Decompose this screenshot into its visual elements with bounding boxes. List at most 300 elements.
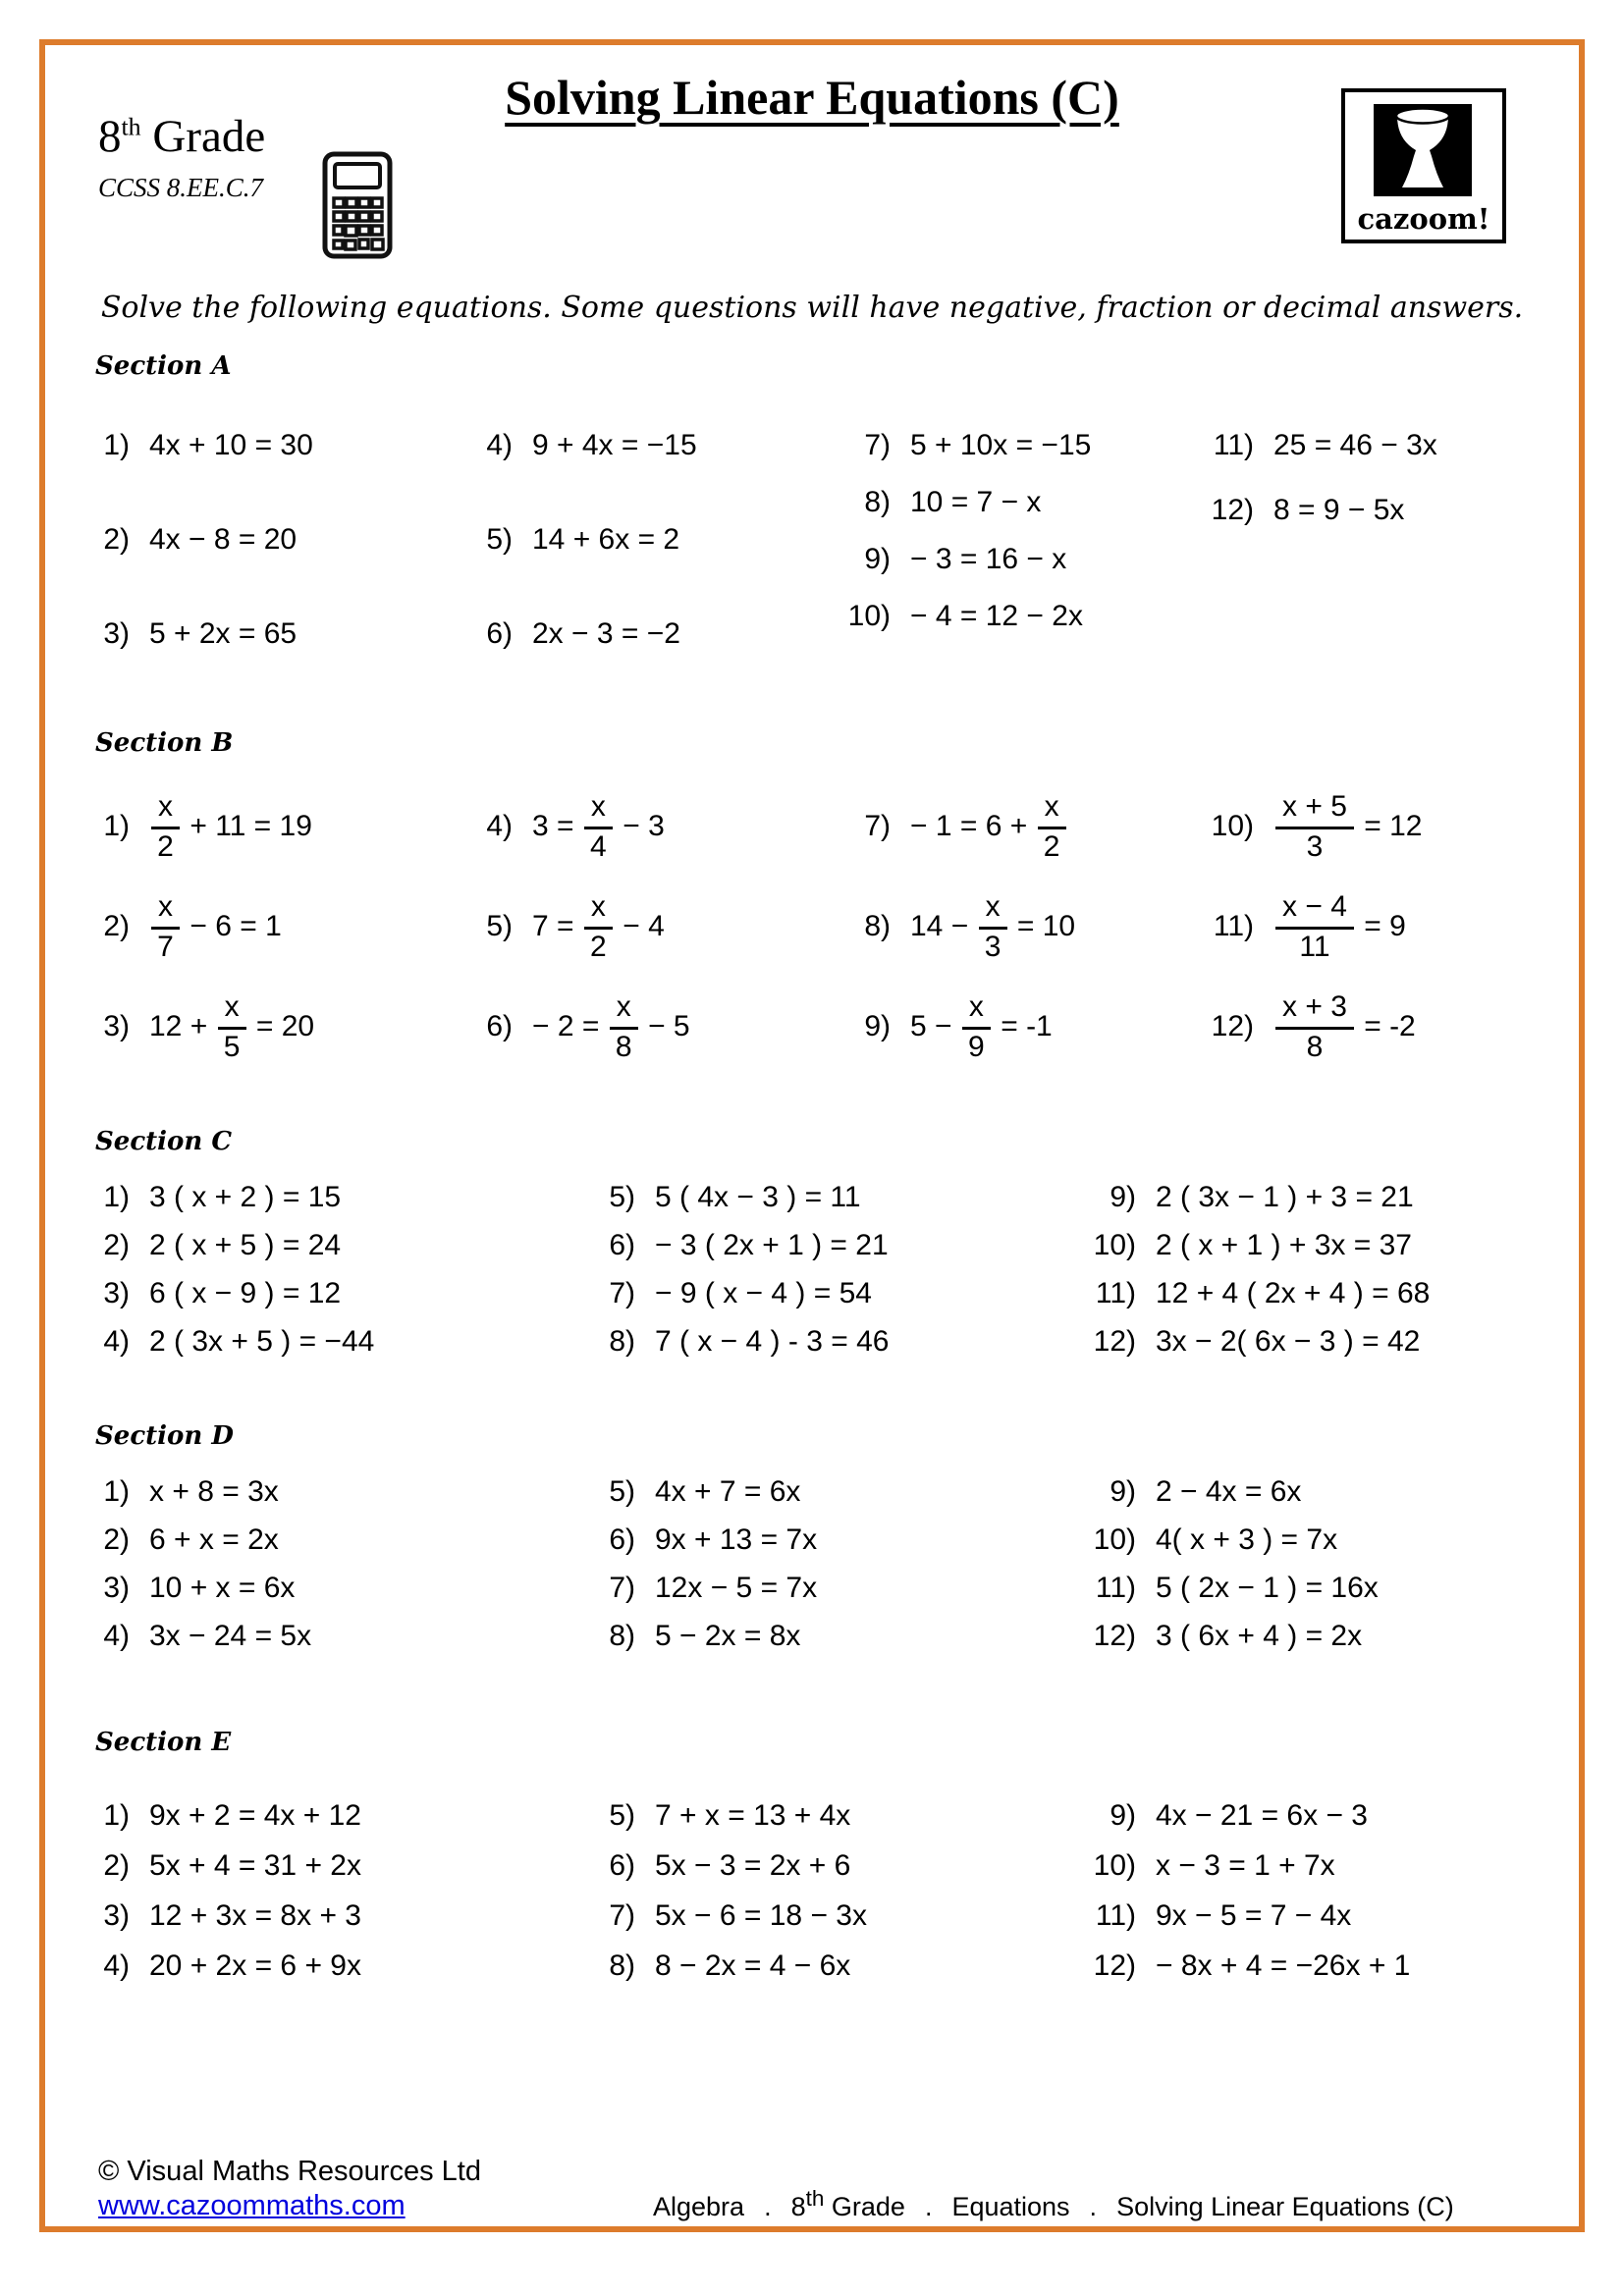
equation (149, 989, 314, 1064)
text-run: 5 ( 4x − 3 ) = 11 (655, 1181, 861, 1213)
copyright-text: © Visual Maths Resources Ltd (98, 2156, 481, 2187)
text-run: 2 ( 3x − 1 ) + 3 = 21 (1156, 1181, 1414, 1213)
text-run: 25 = 46 − 3x (1273, 429, 1437, 461)
problem-number: 2) (103, 910, 130, 942)
problem-number: 10) (1093, 1229, 1136, 1261)
fraction-denominator: 2 (590, 930, 607, 963)
problem-number: 10) (1093, 1849, 1136, 1882)
fraction-denominator: 2 (157, 829, 174, 863)
ccss-standard: CCSS 8.EE.C.7 (98, 173, 264, 202)
text-run: 7 ( x − 4 ) - 3 = 46 (655, 1325, 890, 1358)
problem-number: 11) (1213, 910, 1254, 942)
problem-item (69, 881, 282, 972)
problem-number: 4) (103, 1949, 130, 1982)
problem-item (1075, 1472, 1301, 1512)
equation (532, 989, 690, 1064)
problem-item (69, 1178, 341, 1217)
problem-column (1193, 781, 1422, 1072)
problem-item (574, 1472, 800, 1512)
problem-number: 4) (103, 1325, 130, 1358)
problem-item (452, 520, 679, 560)
fraction-numerator: x − 4 (1275, 889, 1354, 930)
equation (655, 1947, 850, 1986)
equation (1156, 1947, 1410, 1986)
text-run: 2 ( x + 5 ) = 24 (149, 1229, 342, 1261)
problem-item (1193, 881, 1406, 972)
instruction-text: Solve the following equations. Some questions will have negative, fraction or decimal answers. (100, 291, 1524, 325)
problem-item (69, 1322, 374, 1362)
fraction-denominator: 8 (615, 1030, 632, 1063)
equation (1156, 1569, 1379, 1608)
problem-number: 2) (103, 1849, 130, 1882)
problem-item (452, 426, 697, 465)
equation (149, 889, 282, 964)
problem-number: 6) (486, 1010, 513, 1042)
problem-number: 12) (1211, 494, 1254, 526)
equation (532, 889, 665, 964)
breadcrumb-separator: . (924, 2192, 933, 2221)
fraction-numerator: x (151, 889, 180, 930)
problem-number: 8) (864, 486, 891, 518)
problem-item (1193, 426, 1437, 465)
text-run: − 3 ( 2x + 1 ) = 21 (655, 1229, 889, 1261)
equation (1273, 889, 1406, 964)
problem-number: 6) (609, 1523, 635, 1556)
problem-item (574, 1178, 861, 1217)
text-run: Solving Linear Equations (C) (1116, 2192, 1454, 2221)
equation (1156, 1617, 1362, 1656)
problem-column (1075, 1178, 1430, 1362)
equation (532, 520, 679, 560)
fraction-denominator: 5 (223, 1030, 241, 1063)
text-run: = 10 (1008, 910, 1076, 942)
problem-number: 11) (1095, 1899, 1136, 1932)
text-run: 7 + x = 13 + 4x (655, 1799, 851, 1832)
text-run: 10 = 7 − x (910, 486, 1042, 518)
problem-column (574, 1796, 867, 1986)
equation (532, 614, 680, 654)
fraction (979, 889, 1007, 964)
problem-number: 7) (609, 1277, 635, 1309)
equation (149, 789, 312, 864)
problem-item (1193, 982, 1416, 1072)
problem-item (574, 1521, 817, 1560)
problem-item (69, 1521, 279, 1560)
text-run: 9x + 13 = 7x (655, 1523, 818, 1556)
problem-number: 5) (609, 1475, 635, 1508)
text-run: − 9 ( x − 4 ) = 54 (655, 1277, 872, 1309)
fraction-numerator: x (979, 889, 1007, 930)
problem-column (452, 781, 690, 1072)
text-run: Grade (140, 111, 266, 162)
breadcrumb-item (653, 2192, 744, 2222)
problem-number: 3) (103, 1899, 130, 1932)
problem-number: 4) (486, 810, 513, 842)
problem-item (1193, 491, 1404, 530)
section-label: Section B (95, 728, 234, 758)
problem-number: 5) (486, 910, 513, 942)
text-run: − 3 (614, 810, 665, 842)
problem-number: 2) (103, 1229, 130, 1261)
equation (655, 1178, 861, 1217)
equation (149, 426, 313, 465)
text-run: 3x − 24 = 5x (149, 1620, 312, 1652)
problem-number: 12) (1093, 1325, 1136, 1358)
problem-item (574, 1617, 800, 1656)
problem-item (574, 1226, 889, 1265)
drum-logo-icon (1374, 104, 1472, 196)
calculator-icon (320, 149, 395, 266)
problem-item (69, 1226, 341, 1265)
equation (149, 1617, 311, 1656)
problem-item (1075, 1947, 1410, 1986)
cazoom-logo (1341, 88, 1506, 243)
equation (149, 1796, 361, 1836)
text-run: 5x − 6 = 18 − 3x (655, 1899, 867, 1932)
text-run: − 3 = 16 − x (910, 543, 1067, 575)
fraction (584, 889, 613, 964)
text-run: 9x + 2 = 4x + 12 (149, 1799, 361, 1832)
problem-item (574, 1322, 889, 1362)
text-run: 3 = (532, 810, 582, 842)
problem-item (1075, 1896, 1351, 1936)
equation (910, 789, 1068, 864)
text-run: + 11 = 19 (182, 810, 312, 842)
fraction-denominator: 8 (1306, 1030, 1324, 1063)
equation (1156, 1846, 1335, 1886)
text-run: 6 ( x − 9 ) = 12 (149, 1277, 342, 1309)
problem-item (574, 1846, 850, 1886)
text-run: 5 + 2x = 65 (149, 617, 298, 650)
equation (910, 597, 1083, 636)
problem-number: 5) (609, 1799, 635, 1832)
equation (1156, 1322, 1420, 1362)
text-run: 14 + 6x = 2 (532, 523, 680, 556)
problem-item (69, 982, 314, 1072)
equation (910, 483, 1041, 522)
problem-number: 7) (864, 810, 891, 842)
fraction (151, 789, 180, 864)
equation (1156, 1226, 1412, 1265)
equation (149, 1896, 361, 1936)
fraction-denominator: 4 (590, 829, 607, 863)
equation (532, 426, 697, 465)
problem-number: 3) (103, 1572, 130, 1604)
text-run: 8 − 2x = 4 − 6x (655, 1949, 851, 1982)
text-run: 9x − 5 = 7 − 4x (1156, 1899, 1352, 1932)
equation (1156, 1521, 1337, 1560)
fraction-denominator: 3 (1306, 829, 1324, 863)
fraction-numerator: x (584, 789, 613, 829)
fraction-numerator: x (610, 989, 638, 1030)
problem-item (574, 1274, 872, 1313)
equation (655, 1569, 817, 1608)
problem-column (452, 426, 697, 654)
problem-number: 12) (1093, 1620, 1136, 1652)
text-run: 5 + 10x = −15 (910, 429, 1092, 461)
text-run: 8 (790, 2192, 806, 2221)
equation (655, 1274, 872, 1313)
problem-item (1075, 1274, 1430, 1313)
problem-number: 1) (103, 1475, 130, 1508)
problem-number: 6) (609, 1229, 635, 1261)
text-run: 12x − 5 = 7x (655, 1572, 818, 1604)
superscript: th (805, 2186, 825, 2211)
equation (1156, 1274, 1430, 1313)
equation (655, 1226, 889, 1265)
problem-item (1075, 1521, 1337, 1560)
problem-column (830, 781, 1075, 1072)
problem-item (452, 781, 665, 872)
equation (149, 1947, 361, 1986)
problem-number: 6) (609, 1849, 635, 1882)
problem-item (574, 1796, 850, 1836)
problem-number: 7) (864, 429, 891, 461)
problem-item (69, 1617, 311, 1656)
problem-item (69, 1896, 361, 1936)
fraction-denominator: 9 (968, 1030, 985, 1063)
text-run: 2 ( x + 1 ) + 3x = 37 (1156, 1229, 1412, 1261)
fraction (218, 989, 246, 1064)
equation (149, 1322, 374, 1362)
problem-number: 3) (103, 1010, 130, 1042)
breadcrumb-item (790, 2186, 905, 2222)
text-run: 4x − 21 = 6x − 3 (1156, 1799, 1368, 1832)
equation (1156, 1472, 1301, 1512)
equation (1273, 989, 1416, 1064)
equation (149, 520, 297, 560)
section-label: Section A (95, 351, 232, 381)
equation (532, 789, 665, 864)
equation (149, 1226, 341, 1265)
text-run: 4x + 10 = 30 (149, 429, 313, 461)
problem-item (830, 597, 1083, 636)
section-label: Section D (95, 1421, 234, 1451)
problem-number: 9) (1110, 1475, 1136, 1508)
text-run: 8 (98, 111, 122, 162)
text-run: 12 + (149, 1010, 216, 1042)
equation (910, 989, 1053, 1064)
fraction-denominator: 7 (157, 930, 174, 963)
text-run: 14 − (910, 910, 977, 942)
fraction (610, 989, 638, 1064)
problem-column (1075, 1472, 1379, 1656)
problem-item (452, 982, 690, 1072)
problem-item (830, 881, 1075, 972)
problem-number: 2) (103, 523, 130, 556)
equation (1273, 491, 1404, 530)
website-link[interactable]: www.cazoommaths.com (98, 2190, 406, 2221)
problem-item (69, 426, 313, 465)
text-run: − 2 = (532, 1010, 608, 1042)
problem-number: 11) (1095, 1572, 1136, 1604)
problem-item (830, 426, 1091, 465)
equation (655, 1617, 800, 1656)
problem-item (69, 1274, 341, 1313)
text-run: 5 ( 2x − 1 ) = 16x (1156, 1572, 1379, 1604)
text-run: Grade (824, 2192, 905, 2221)
problem-number: 3) (103, 1277, 130, 1309)
problem-item (1075, 1322, 1420, 1362)
problem-column (69, 1178, 374, 1362)
fraction-numerator: x + 3 (1275, 989, 1354, 1030)
text-run: = 12 (1355, 810, 1423, 842)
problem-item (830, 540, 1066, 579)
text-run: − 4 (614, 910, 665, 942)
equation (149, 614, 297, 654)
problem-column (1075, 1796, 1410, 1986)
problem-item (574, 1569, 817, 1608)
problem-number: 12) (1211, 1010, 1254, 1042)
problem-number: 9) (864, 1010, 891, 1042)
text-run: = -2 (1355, 1010, 1416, 1042)
equation (149, 1521, 279, 1560)
problem-number: 10) (1211, 810, 1254, 842)
fraction (1275, 989, 1354, 1064)
problem-item (830, 781, 1068, 872)
problem-item (69, 520, 297, 560)
text-run: 5x − 3 = 2x + 6 (655, 1849, 851, 1882)
text-run: = 9 (1355, 910, 1406, 942)
equation (655, 1896, 867, 1936)
breadcrumb-item (1116, 2192, 1454, 2222)
text-run: − 8x + 4 = −26x + 1 (1156, 1949, 1411, 1982)
text-run: − 6 = 1 (182, 910, 282, 942)
problem-item (1193, 781, 1422, 872)
text-run: Equations (951, 2192, 1070, 2221)
problem-column (830, 426, 1091, 636)
fraction-denominator: 3 (984, 930, 1001, 963)
fraction (151, 889, 180, 964)
equation (1156, 1896, 1351, 1936)
text-run: 4x + 7 = 6x (655, 1475, 801, 1508)
fraction (1275, 789, 1354, 864)
page-title: Solving Linear Equations (C) (505, 70, 1119, 125)
fraction-numerator: x (1038, 789, 1066, 829)
equation (1156, 1178, 1414, 1217)
equation (149, 1274, 341, 1313)
problem-number: 11) (1213, 429, 1254, 461)
equation (655, 1521, 817, 1560)
problem-number: 4) (486, 429, 513, 461)
equation (149, 1846, 361, 1886)
equation (1273, 426, 1437, 465)
problem-number: 8) (609, 1949, 635, 1982)
text-run: x − 3 = 1 + 7x (1156, 1849, 1335, 1882)
problem-number: 1) (103, 1181, 130, 1213)
equation (655, 1796, 850, 1836)
breadcrumb-item (951, 2192, 1069, 2222)
problem-item (1075, 1178, 1414, 1217)
problem-column (574, 1178, 889, 1362)
problem-number: 10) (847, 600, 891, 632)
equation (655, 1846, 850, 1886)
problem-item (830, 483, 1041, 522)
fraction (1275, 889, 1354, 964)
fraction (584, 789, 613, 864)
section-label: Section E (95, 1728, 232, 1757)
problem-item (69, 1472, 279, 1512)
problem-item (830, 982, 1053, 1072)
problem-number: 8) (609, 1620, 635, 1652)
text-run: − 4 = 12 − 2x (910, 600, 1083, 632)
superscript: th (121, 112, 141, 141)
problem-number: 9) (1110, 1181, 1136, 1213)
text-run: 4x − 8 = 20 (149, 523, 298, 556)
fraction-numerator: x (584, 889, 613, 930)
problem-item (1075, 1846, 1335, 1886)
fraction-numerator: x (151, 789, 180, 829)
text-run: = 20 (247, 1010, 315, 1042)
problem-number: 5) (486, 523, 513, 556)
equation (655, 1322, 889, 1362)
problem-column (69, 426, 313, 654)
text-run: Algebra (653, 2192, 745, 2221)
text-run: 4( x + 3 ) = 7x (1156, 1523, 1338, 1556)
equation (910, 426, 1091, 465)
problem-number: 9) (864, 543, 891, 575)
problem-number: 8) (609, 1325, 635, 1358)
logo-wordmark: cazoom! (1357, 202, 1490, 236)
problem-item (69, 1846, 361, 1886)
problem-number: 7) (609, 1899, 635, 1932)
equation (655, 1472, 800, 1512)
text-run: 5 − 2x = 8x (655, 1620, 801, 1652)
text-run: 5x + 4 = 31 + 2x (149, 1849, 361, 1882)
text-run: 6 + x = 2x (149, 1523, 279, 1556)
fraction-numerator: x + 5 (1275, 789, 1354, 829)
fraction-numerator: x (218, 989, 246, 1030)
problem-item (69, 781, 312, 872)
problem-number: 7) (609, 1572, 635, 1604)
text-run: − 5 (639, 1010, 690, 1042)
text-run: 12 + 3x = 8x + 3 (149, 1899, 361, 1932)
text-run: 3 ( x + 2 ) = 15 (149, 1181, 342, 1213)
problem-item (1075, 1796, 1368, 1836)
problem-item (1075, 1617, 1362, 1656)
equation (1156, 1796, 1368, 1836)
fraction-denominator: 11 (1299, 930, 1330, 963)
problem-number: 12) (1093, 1949, 1136, 1982)
equation (910, 889, 1075, 964)
text-run: 3 ( 6x + 4 ) = 2x (1156, 1620, 1363, 1652)
equation (910, 540, 1066, 579)
text-run: 8 = 9 − 5x (1273, 494, 1405, 526)
problem-number: 8) (864, 910, 891, 942)
problem-number: 2) (103, 1523, 130, 1556)
text-run: − 1 = 6 + (910, 810, 1036, 842)
problem-column (1193, 426, 1437, 530)
text-run: 2 ( 3x + 5 ) = −44 (149, 1325, 375, 1358)
fraction-denominator: 2 (1043, 829, 1060, 863)
problem-number: 1) (103, 1799, 130, 1832)
problem-number: 1) (103, 429, 130, 461)
equation (149, 1178, 341, 1217)
problem-column (69, 1796, 361, 1986)
breadcrumb-separator: . (764, 2192, 772, 2221)
problem-item (574, 1896, 867, 1936)
equation (149, 1569, 295, 1608)
problem-item (1075, 1226, 1412, 1265)
fraction (1038, 789, 1066, 864)
text-run: 10 + x = 6x (149, 1572, 296, 1604)
problem-item (452, 881, 665, 972)
problem-item (69, 1796, 361, 1836)
text-run: 12 + 4 ( 2x + 4 ) = 68 (1156, 1277, 1431, 1309)
text-run: 20 + 2x = 6 + 9x (149, 1949, 361, 1982)
section-label: Section C (95, 1127, 233, 1156)
problem-number: 10) (1093, 1523, 1136, 1556)
